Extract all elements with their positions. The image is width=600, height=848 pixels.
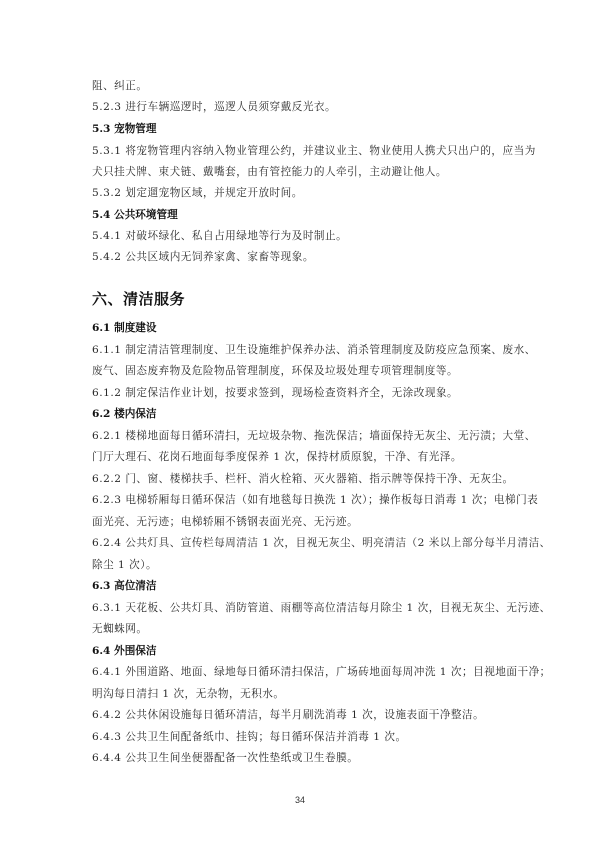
- paragraph-line: 无蜘蛛网。: [92, 623, 148, 635]
- paragraph-line: 5.4.2 公共区域内无饲养家禽、家畜等现象。: [92, 251, 314, 263]
- paragraph-line: 6.4.1 外围道路、地面、绿地每日循环清扫保洁，广场砖地面每周冲洗 1 次；目视地面干净；: [92, 666, 551, 678]
- page-number: 34: [294, 795, 305, 805]
- subsection-heading: 6.3 高位清洁: [92, 580, 157, 592]
- paragraph-line: 6.4.3 公共卫生间配备纸巾、挂钩；每日循环保洁并消毒 1 次。: [92, 731, 407, 743]
- paragraph-line: 6.3.1 天花板、公共灯具、消防管道、雨棚等高位清洁每月除尘 1 次，目视无灰尘、无污迹、: [92, 602, 551, 614]
- subsection-heading: 5.4 公共环境管理: [92, 209, 178, 221]
- paragraph-line: 除尘 1 次）。: [92, 559, 158, 571]
- paragraph-line: 5.2.3 进行车辆巡逻时，巡逻人员须穿戴反光衣。: [92, 101, 337, 113]
- subsection-heading: 5.3 宠物管理: [92, 123, 157, 135]
- paragraph-line: 6.4.2 公共休闲设施每日循环清洁，每半月刷洗消毒 1 次，设施表面干净整洁。: [92, 709, 485, 721]
- paragraph-line: 面光亮、无污迹；电梯轿厢不锈钢表面光亮、无污迹。: [92, 516, 359, 528]
- paragraph-line: 5.3.1 将宠物管理内容纳入物业管理公约，并建议业主、物业使用人携犬只出户的，应当为: [92, 145, 536, 157]
- paragraph-line: 阻、纠正。: [92, 80, 148, 92]
- subsection-heading: 6.2 楼内保洁: [92, 408, 157, 420]
- paragraph-line: 5.3.2 划定遛宠物区域，并规定开放时间。: [92, 187, 303, 199]
- section-heading: 六、清洁服务: [92, 290, 186, 308]
- paragraph-line: 废气、固态废弃物及危险物品管理制度，环保及垃圾处理专项管理制度等。: [92, 365, 459, 377]
- paragraph-line: 6.1.1 制定清洁管理制度、卫生设施维护保养办法、消杀管理制度及防疫应急预案、废水、: [92, 344, 536, 356]
- paragraph-line: 犬只挂犬牌、束犬链、戴嘴套，由有管控能力的人牵引，主动避让他人。: [92, 166, 447, 178]
- subsection-heading: 6.4 外围保洁: [92, 645, 157, 657]
- paragraph-line: 6.1.2 制定保洁作业计划，按要求签到，现场检查资料齐全，无涂改现象。: [92, 387, 459, 399]
- paragraph-line: 6.2.1 楼梯地面每日循环清扫，无垃圾杂物、拖洗保洁；墙面保持无灰尘、无污渍；大堂、: [92, 430, 536, 442]
- paragraph-line: 6.2.3 电梯轿厢每日循环保洁（如有地毯每日换洗 1 次）；操作板每日消毒 1 次；电梯门表: [92, 494, 539, 506]
- paragraph-line: 门厅大理石、花岗石地面每季度保养 1 次，保持材质原貌，干净、有光泽。: [92, 451, 462, 463]
- paragraph-line: 6.2.2 门、窗、楼梯扶手、栏杆、消火栓箱、灭火器箱、指示牌等保持干净、无灰尘。: [92, 473, 514, 485]
- paragraph-line: 6.4.4 公共卫生间坐便器配备一次性垫纸或卫生卷膜。: [92, 752, 359, 764]
- paragraph-line: 明沟每日清扫 1 次，无杂物，无积水。: [92, 688, 285, 700]
- paragraph-line: 6.2.4 公共灯具、宣传栏每周清洁 1 次，目视无灰尘、明亮清洁（2 米以上部分每半月清洁、: [92, 537, 551, 549]
- paragraph-line: 5.4.1 对破坏绿化、私自占用绿地等行为及时制止。: [92, 230, 348, 242]
- subsection-heading: 6.1 制度建设: [92, 322, 157, 334]
